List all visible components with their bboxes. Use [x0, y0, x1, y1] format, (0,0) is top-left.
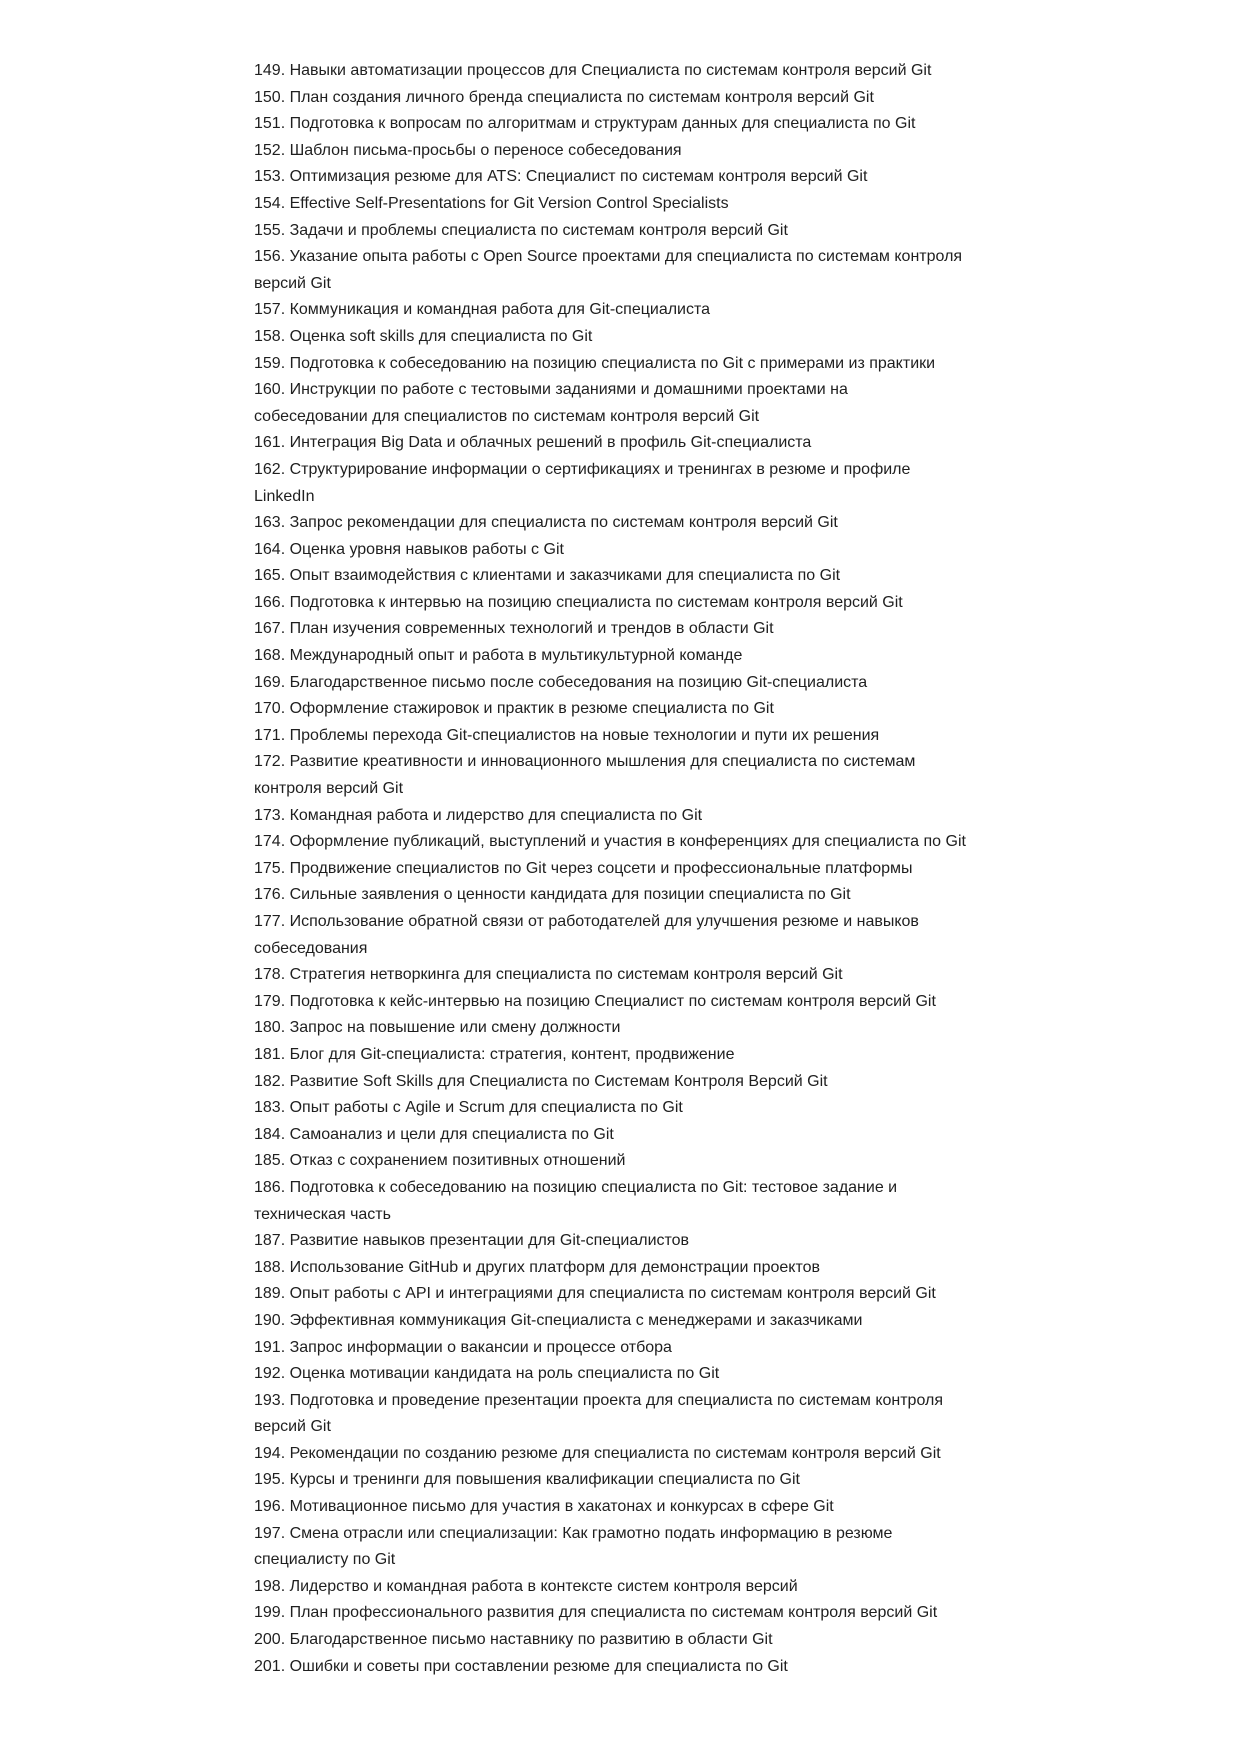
list-item: 156. Указание опыта работы с Open Source проектами для специалиста по системам контроля версий Git — [254, 248, 963, 292]
list-item: 196. Мотивационное письмо для участия в хакатонах и конкурсах в сфере Git — [254, 1498, 834, 1516]
list-item: 182. Развитие Soft Skills для Специалиста по Системам Контроля Версий Git — [254, 1072, 828, 1090]
list-item: 177. Использование обратной связи от работодателей для улучшения резюме и навыков собеседования — [254, 913, 919, 957]
list-item: 155. Задачи и проблемы специалиста по системам контроля версий Git — [254, 221, 788, 239]
list-item: 157. Коммуникация и командная работа для Git-специалиста — [254, 301, 711, 319]
list-item: 195. Курсы и тренинги для повышения квалификации специалиста по Git — [254, 1471, 800, 1489]
list-item: 192. Оценка мотивации кандидата на роль специалиста по Git — [254, 1365, 720, 1383]
list-item: 166. Подготовка к интервью на позицию специалиста по системам контроля версий Git — [254, 593, 903, 611]
list-item: 180. Запрос на повышение или смену должности — [254, 1019, 621, 1037]
document-page — [254, 58, 1014, 1680]
list-item: 178. Стратегия нетворкинга для специалиста по системам контроля версий Git — [254, 966, 843, 984]
list-item: 176. Сильные заявления о ценности кандидата для позиции специалиста по Git — [254, 886, 851, 904]
list-item: 201. Ошибки и советы при составлении резюме для специалиста по Git — [254, 1657, 788, 1675]
list-item: 181. Блог для Git-специалиста: стратегия, контент, продвижение — [254, 1045, 735, 1063]
list-item: 169. Благодарственное письмо после собеседования на позицию Git-специалиста — [254, 673, 868, 691]
list-item: 163. Запрос рекомендации для специалиста по системам контроля версий Git — [254, 514, 838, 532]
list-item: 179. Подготовка к кейс-интервью на позицию Специалист по системам контроля версий Git — [254, 992, 936, 1010]
list-item: 164. Оценка уровня навыков работы с Git — [254, 540, 564, 558]
list-item: 183. Опыт работы с Agile и Scrum для специалиста по Git — [254, 1099, 683, 1117]
list-item: 159. Подготовка к собеседованию на позицию специалиста по Git с примерами из практики — [254, 354, 936, 372]
list-item: 194. Рекомендации по созданию резюме для специалиста по системам контроля версий Git — [254, 1444, 941, 1462]
list-item: 189. Опыт работы с API и интеграциями для специалиста по системам контроля версий Git — [254, 1285, 936, 1303]
list-item: 168. Международный опыт и работа в мультикультурной команде — [254, 647, 743, 665]
list-item: 199. План профессионального развития для специалиста по системам контроля версий Git — [254, 1604, 938, 1622]
list-item: 188. Использование GitHub и других платформ для демонстрации проектов — [254, 1258, 820, 1276]
list-item: 186. Подготовка к собеседованию на позицию специалиста по Git: тестовое задание и техническая часть — [254, 1178, 898, 1223]
list-item: 162. Структурирование информации о сертификациях и тренингах в резюме и профиле LinkedIn — [254, 460, 911, 505]
list-item: 151. Подготовка к вопросам по алгоритмам и структурам данных для специалиста по Git — [254, 115, 916, 133]
list-item: 197. Смена отрасли или специализации: Как грамотно подать информацию в резюме специалисту по Git — [254, 1524, 893, 1569]
list-item: 187. Развитие навыков презентации для Git-специалистов — [254, 1232, 690, 1250]
topic-list — [254, 58, 1014, 1680]
list-item: 175. Продвижение специалистов по Git через соцсети и профессиональные платформы — [254, 859, 913, 877]
list-item: 158. Оценка soft skills для специалиста по Git — [254, 327, 593, 345]
list-item: 167. План изучения современных технологий и трендов в области Git — [254, 620, 774, 638]
list-item: 184. Самоанализ и цели для специалиста по Git — [254, 1125, 614, 1143]
list-item: 161. Интеграция Big Data и облачных решений в профиль Git-специалиста — [254, 434, 812, 452]
list-item: 191. Запрос информации о вакансии и процессе отбора — [254, 1338, 672, 1356]
list-item: 193. Подготовка и проведение презентации проекта для специалиста по системам контроля версий Git — [254, 1391, 943, 1436]
list-item: 190. Эффективная коммуникация Git-специалиста с менеджерами и заказчиками — [254, 1311, 863, 1329]
list-item: 149. Навыки автоматизации процессов для Специалиста по системам контроля версий Git — [254, 62, 932, 79]
list-item: 170. Оформление стажировок и практик в резюме специалиста по Git — [254, 700, 774, 718]
list-item: 154. Effective Self-Presentations for Git Version Control Specialists — [254, 194, 729, 212]
list-item: 153. Оптимизация резюме для ATS: Специалист по системам контроля версий Git — [254, 168, 868, 186]
list-item: 160. Инструкции по работе с тестовыми заданиями и домашними проектами на собеседовании для специалистов по системам контроля версий Git — [254, 381, 848, 425]
list-item: 172. Развитие креативности и инновационного мышления для специалиста по системам контроля версий Git — [254, 753, 916, 798]
list-item: 185. Отказ с сохранением позитивных отношений — [254, 1152, 626, 1170]
list-item: 174. Оформление публикаций, выступлений и участия в конференциях для специалиста по Git — [254, 833, 966, 851]
list-item: 200. Благодарственное письмо наставнику по развитию в области Git — [254, 1631, 773, 1649]
list-item: 198. Лидерство и командная работа в контексте систем контроля версий — [254, 1577, 798, 1595]
list-item: 152. Шаблон письма-просьбы о переносе собеседования — [254, 141, 682, 159]
list-item: 171. Проблемы перехода Git-специалистов на новые технологии и пути их решения — [254, 726, 880, 744]
list-item: 165. Опыт взаимодействия с клиентами и заказчиками для специалиста по Git — [254, 567, 841, 585]
list-item: 173. Командная работа и лидерство для специалиста по Git — [254, 806, 703, 824]
list-item: 150. План создания личного бренда специалиста по системам контроля версий Git — [254, 88, 874, 106]
